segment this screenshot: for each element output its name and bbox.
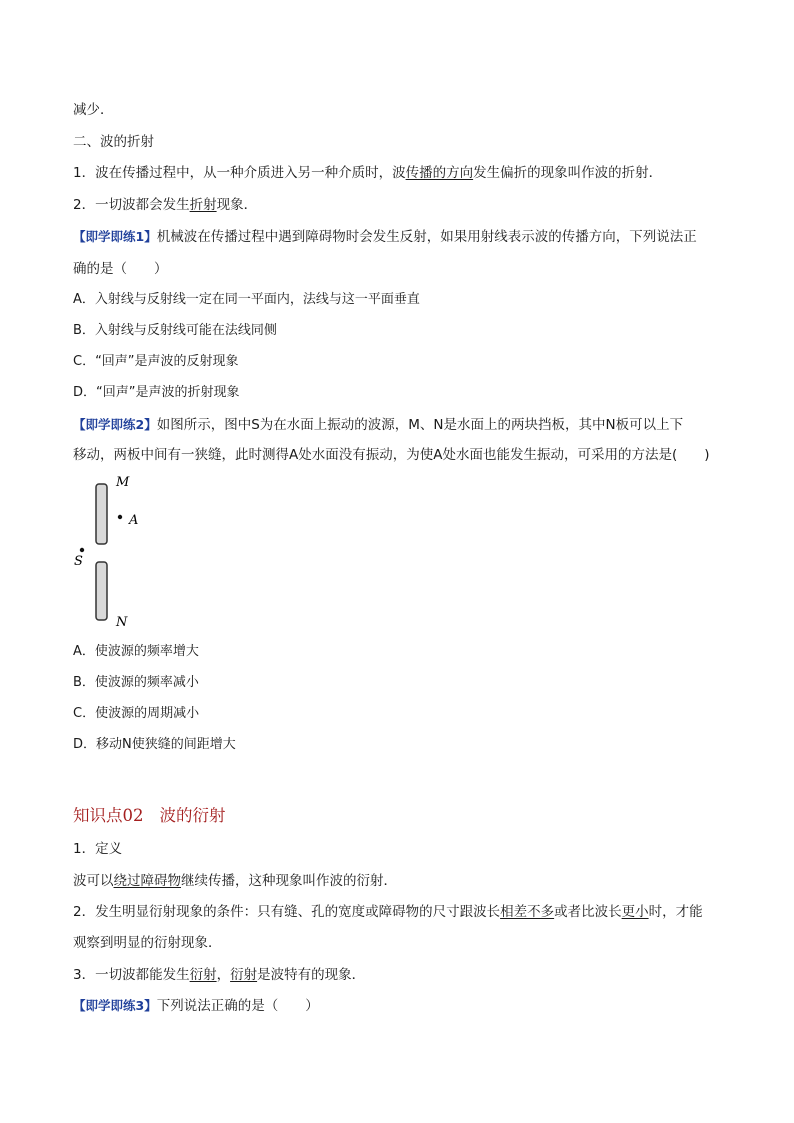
text: 时，才能 — [648, 904, 703, 920]
question-text: 如图所示，图中S为在水面上振动的波源，M、N是水面上的两块挡板，其中N板可以上下 — [156, 417, 684, 433]
text: 现象． — [216, 197, 258, 213]
point-a — [118, 515, 122, 519]
exercise-2-stem-cont: 移动，两板中间有一狭缝，此时测得A处水面没有振动，为使A处水面也能发生振动，可采用的方法是( ) — [73, 447, 710, 463]
label-n: N — [116, 615, 128, 630]
source-s — [80, 548, 84, 552]
condition-text — [73, 903, 703, 921]
underlined-term: 更小 — [621, 904, 649, 920]
exercise-tag: 【即学即练2】 — [73, 417, 157, 432]
section-heading — [73, 802, 226, 826]
refraction-point-1 — [73, 164, 662, 182]
exercise-1-option-d: D．“回声”是声波的折射现象 — [73, 385, 240, 400]
text: 继续传播，这种现象叫作波的衍射． — [181, 873, 397, 889]
text: 或者比波长 — [554, 904, 622, 920]
text: 波可以 — [73, 873, 114, 889]
underlined-term: 绕过障碍物 — [113, 873, 181, 889]
exercise-1-stem — [73, 228, 697, 246]
text: 发生偏折的现象叫作波的折射． — [473, 165, 663, 181]
exercise-2-option-d: D．移动N使狭缝的间距增大 — [73, 737, 236, 752]
text: 1．波在传播过程中，从一种介质进入另一种介质时，波 — [73, 165, 406, 181]
underlined-term: 衍射 — [189, 967, 217, 983]
exercise-2-option-b: B．使波源的频率减小 — [73, 675, 199, 690]
text: 3．一切波都能发生 — [73, 967, 190, 983]
plate-m — [96, 484, 107, 544]
exercise-1-option-c: C．“回声”是声波的反射现象 — [73, 354, 239, 369]
heading-refraction: 二、波的折射 — [73, 134, 154, 150]
underlined-term: 折射 — [189, 197, 217, 213]
exercise-tag: 【即学即练3】 — [73, 998, 157, 1013]
exercise-tag: 【即学即练1】 — [73, 229, 157, 244]
definition-text — [73, 872, 397, 890]
underlined-term: 相差不多 — [500, 904, 555, 920]
label-s: S — [74, 554, 83, 569]
exercise-3-stem — [73, 997, 319, 1015]
text: 2．一切波都会发生 — [73, 197, 190, 213]
label-a: A — [129, 513, 139, 528]
condition-text-cont: 观察到明显的衍射现象． — [73, 935, 222, 951]
question-text: 下列说法正确的是（ ） — [156, 998, 319, 1014]
refraction-point-2 — [73, 196, 257, 214]
exercise-1-option-b: B．入射线与反射线可能在法线同侧 — [73, 323, 277, 338]
label-m: M — [116, 475, 130, 490]
section-title: 波的衍射 — [159, 806, 226, 825]
underlined-term: 传播的方向 — [405, 165, 474, 181]
line-reduce: 减少． — [73, 102, 114, 118]
text: 是波特有的现象． — [257, 967, 366, 983]
exercise-2-option-a: A．使波源的频率增大 — [73, 644, 199, 659]
exercise-2-stem — [73, 416, 683, 434]
section-number: 知识点02 — [73, 806, 144, 825]
question-text: 机械波在传播过程中遇到障碍物时会发生反射，如果用射线表示波的传播方向，下列说法正 — [156, 229, 697, 245]
plate-n — [96, 562, 107, 620]
text: ， — [216, 967, 231, 983]
diffraction-point-3 — [73, 966, 365, 984]
exercise-2-option-c: C．使波源的周期减小 — [73, 706, 200, 721]
text: 2．发生明显衍射现象的条件：只有缝、孔的宽度或障碍物的尺寸跟波长 — [73, 904, 501, 920]
underlined-term: 衍射 — [230, 967, 258, 983]
slit-diagram — [70, 470, 160, 630]
exercise-1-option-a: A．入射线与反射线一定在同一平面内，法线与这一平面垂直 — [73, 292, 420, 307]
exercise-1-stem-cont: 确的是（ ） — [73, 261, 168, 277]
definition-heading: 1．定义 — [73, 841, 123, 857]
